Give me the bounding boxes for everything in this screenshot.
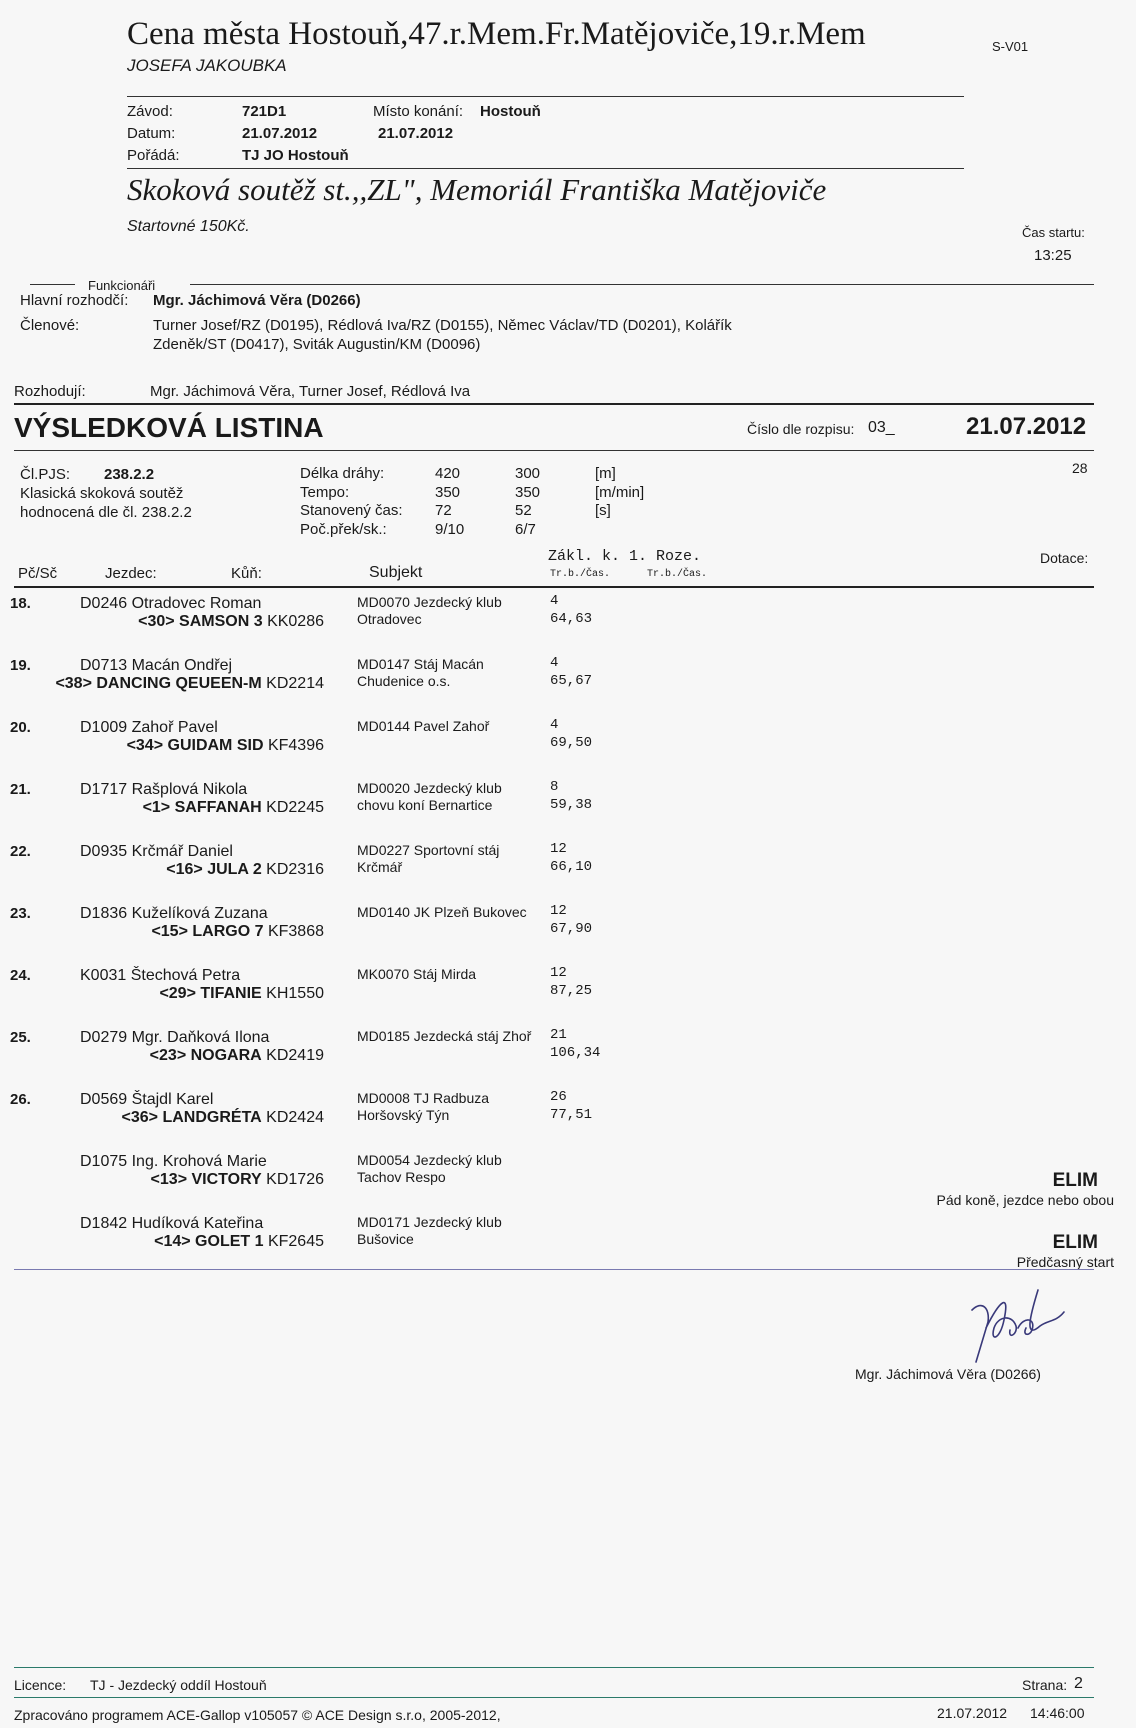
subject-line-1: MD0185 Jezdecká stáj Zhoř (357, 1028, 532, 1044)
datum-value: 21.07.2012 (242, 125, 318, 142)
subject-line-1: MD0144 Pavel Zahoř (357, 718, 490, 734)
table-row (0, 964, 1136, 1024)
horse-number: <14> (154, 1233, 191, 1250)
row-penalties: 12 (550, 903, 567, 919)
table-row (0, 1212, 1136, 1272)
rounds-label: Zákl. k. 1. Roze. (548, 548, 702, 565)
table-row (0, 1088, 1136, 1148)
subject-line-2: Krčmář (357, 859, 403, 875)
zavod-value: 721D1 (242, 103, 287, 120)
row-subject (357, 904, 527, 921)
row-rank: 26. (10, 1091, 31, 1108)
subject-line-1: MD0070 Jezdecký klub (357, 594, 502, 610)
horse-id: KD2419 (266, 1047, 324, 1064)
chief-judge-label: Hlavní rozhodčí: (20, 292, 129, 309)
horse-id: KD2316 (266, 861, 324, 878)
row-rider: D0246 Otradovec Roman (80, 595, 262, 612)
members-line-2: Zdeněk/ST (D0417), Sviták Augustin/KM (D0096) (153, 336, 481, 353)
datum-value-2: 21.07.2012 (378, 125, 454, 142)
subject-line-1: MD0008 TJ Radbuza (357, 1090, 490, 1106)
row-horse (143, 799, 324, 817)
param-value-2: 52 (515, 502, 532, 519)
param-label: Poč.přek/sk.: (300, 521, 387, 538)
class-desc-line-2: hodnocená dle čl. 238.2.2 (20, 504, 192, 521)
row-penalties: 12 (550, 841, 567, 857)
divider (127, 96, 964, 97)
param-label: Délka dráhy: (300, 465, 385, 482)
elim-status: ELIM (1052, 1232, 1098, 1253)
strana-value: 2 (1074, 1675, 1083, 1692)
horse-name: TIFANIE (200, 985, 262, 1002)
horse-name: VICTORY (191, 1171, 262, 1188)
row-subject (357, 780, 502, 814)
column-header-subject: Subjekt (369, 564, 423, 581)
row-rider: D0279 Mgr. Daňková Ilona (80, 1029, 270, 1046)
table-row (0, 902, 1136, 962)
column-header-horse: Kůň: (231, 565, 262, 582)
param-value-2: 300 (515, 465, 541, 482)
table-row (0, 1150, 1136, 1210)
horse-number: <36> (121, 1109, 159, 1126)
signature-name: Mgr. Jáchimová Věra (D0266) (855, 1366, 1041, 1382)
param-label: Stanovený čas: (300, 502, 403, 519)
zavod-label: Závod: (127, 103, 173, 120)
chief-judge-value: Mgr. Jáchimová Věra (D0266) (153, 292, 361, 309)
row-penalties: 26 (550, 1089, 567, 1105)
subject-line-2: Horšovský Týn (357, 1107, 450, 1123)
horse-id: KF2645 (267, 1233, 324, 1250)
row-rank: 25. (10, 1029, 31, 1046)
misto-label: Místo konání: (373, 103, 464, 120)
table-row (0, 778, 1136, 838)
clpjs-label: Čl.PJS: (20, 466, 71, 483)
row-rank: 22. (10, 843, 31, 860)
param-unit: [m/min] (595, 484, 645, 501)
horse-name: SAFFANAH (174, 799, 262, 816)
trcas-label-1: Tr.b./Čas. (550, 569, 611, 580)
horse-name: JULA 2 (207, 861, 262, 878)
horse-number: <38> (55, 675, 92, 692)
judging-value: Mgr. Jáchimová Věra, Turner Josef, Rédlová Iva (150, 383, 471, 400)
print-time: 14:46:00 (1030, 1705, 1085, 1721)
row-time: 66,10 (550, 859, 593, 875)
row-time: 64,63 (550, 611, 593, 627)
row-subject (357, 1152, 502, 1186)
results-title: VÝSLEDKOVÁ LISTINA (14, 412, 324, 443)
horse-number: <34> (126, 737, 164, 754)
subject-line-1: MD0140 JK Plzeň Bukovec (357, 904, 527, 920)
table-row (0, 592, 1136, 652)
row-horse (150, 1047, 324, 1065)
row-rider: D1842 Hudíková Kateřina (80, 1215, 264, 1232)
strana-label: Strana: (1022, 1677, 1068, 1693)
row-horse (122, 1109, 324, 1127)
row-rank: 18. (10, 595, 31, 612)
table-row (0, 840, 1136, 900)
row-time: 59,38 (550, 797, 593, 813)
judging-label: Rozhodují: (14, 383, 86, 400)
elim-reason: Předčasný start (1016, 1254, 1114, 1270)
row-horse (127, 737, 324, 755)
horse-name: GUIDAM SID (167, 737, 264, 754)
divider (14, 586, 1094, 588)
row-horse (159, 985, 324, 1003)
subject-line-1: MD0171 Jezdecký klub (357, 1214, 502, 1230)
horse-name: NOGARA (190, 1047, 262, 1064)
elim-reason: Pád koně, jezdce nebo obou (936, 1192, 1114, 1208)
horse-name: DANCING QEUEEN-M (96, 675, 262, 692)
param-unit: [m] (595, 465, 616, 482)
row-penalties: 4 (550, 655, 559, 671)
row-rank: 23. (10, 905, 31, 922)
horse-id: KD2214 (266, 675, 324, 692)
program-info: Zpracováno programem ACE-Gallop v105057 © ACE Design s.r.o, 2005-2012, (14, 1707, 501, 1723)
row-horse (138, 613, 324, 631)
subject-line-2: Bušovice (357, 1231, 414, 1247)
row-time: 65,67 (550, 673, 593, 689)
horse-number: <15> (151, 923, 188, 940)
row-rider: D1836 Kuželíková Zuzana (80, 905, 268, 922)
class-title: Skoková soutěž st.,,ZL", Memoriál Františka Matějoviče (127, 172, 827, 207)
cas-startu-label: Čas startu: (1022, 225, 1085, 240)
row-rank: 20. (10, 719, 31, 736)
competition-subtitle: JOSEFA JAKOUBKA (127, 56, 287, 75)
horse-name: SAMSON 3 (179, 613, 263, 630)
row-penalties: 8 (550, 779, 559, 795)
entries-count: 28 (1072, 460, 1088, 476)
horse-id: KD2424 (266, 1109, 324, 1126)
row-horse (166, 861, 324, 879)
form-code: S-V01 (992, 39, 1029, 54)
row-rider: D0569 Štajdl Karel (80, 1091, 214, 1108)
row-subject (357, 594, 502, 628)
subject-line-1: MD0147 Stáj Macán (357, 656, 484, 672)
row-horse (151, 923, 324, 941)
row-horse (151, 1171, 324, 1189)
row-time: 67,90 (550, 921, 593, 937)
subject-line-2: chovu koní Bernartice (357, 797, 493, 813)
column-header-rank: Pč/Sč (18, 565, 58, 582)
competition-title: Cena města Hostouň,47.r.Mem.Fr.Matějoviče,19.r.Mem (127, 16, 866, 52)
param-label: Tempo: (300, 484, 350, 501)
param-value-2: 6/7 (515, 521, 536, 538)
row-subject (357, 656, 484, 690)
row-subject (357, 842, 499, 876)
cislo-value: 03_ (868, 419, 895, 436)
row-rider: D0935 Krčmář Daniel (80, 843, 233, 860)
dotace-label: Dotace: (1040, 550, 1089, 566)
row-horse (55, 675, 324, 693)
horse-number: <30> (138, 613, 175, 630)
elim-status: ELIM (1052, 1170, 1098, 1191)
members-label: Členové: (20, 317, 80, 334)
print-date: 21.07.2012 (937, 1705, 1008, 1721)
row-subject (357, 1028, 531, 1045)
horse-name: LARGO 7 (192, 923, 264, 940)
horse-number: <23> (149, 1047, 187, 1064)
row-rider: D1075 Ing. Krohová Marie (80, 1153, 267, 1170)
row-time: 77,51 (550, 1107, 593, 1123)
horse-name: LANDGRÉTA (162, 1109, 262, 1126)
clpjs-value: 238.2.2 (104, 466, 155, 483)
param-value-1: 9/10 (435, 521, 465, 538)
horse-number: <13> (150, 1171, 188, 1188)
param-value-1: 72 (435, 502, 452, 519)
class-desc-line-1: Klasická skoková soutěž (20, 485, 184, 502)
param-value-1: 420 (435, 465, 461, 482)
horse-number: <29> (159, 985, 196, 1002)
subject-line-1: MD0227 Sportovní stáj (357, 842, 500, 858)
horse-id: KF3868 (267, 923, 324, 940)
row-horse (154, 1233, 324, 1251)
row-penalties: 4 (550, 717, 559, 733)
licence-label: Licence: (14, 1677, 67, 1693)
subject-line-1: MD0020 Jezdecký klub (357, 780, 502, 796)
cas-startu-value: 13:25 (1034, 247, 1072, 264)
divider (14, 403, 1094, 405)
row-rider: D1009 Zahoř Pavel (80, 719, 218, 736)
subject-line-2: Tachov Respo (357, 1169, 446, 1185)
row-penalties: 21 (550, 1027, 567, 1043)
horse-number: <1> (142, 799, 171, 816)
trcas-label-2: Tr.b./Čas. (647, 569, 708, 580)
param-unit: [s] (595, 502, 611, 519)
subject-line-2: Otradovec (357, 611, 422, 627)
row-time: 106,34 (550, 1045, 601, 1061)
table-row (0, 1026, 1136, 1086)
horse-number: <16> (166, 861, 203, 878)
divider (14, 450, 1094, 451)
divider (14, 1697, 1094, 1698)
licence-value: TJ - Jezdecký oddíl Hostouň (90, 1677, 267, 1693)
row-rank: 19. (10, 657, 31, 674)
row-penalties: 4 (550, 593, 559, 609)
divider (14, 1269, 1094, 1270)
divider (14, 1667, 1094, 1668)
horse-id: KH1550 (266, 985, 324, 1002)
row-subject (357, 718, 489, 735)
results-date: 21.07.2012 (966, 413, 1087, 440)
row-rank: 21. (10, 781, 31, 798)
signature-mark (960, 1280, 1080, 1370)
horse-id: KK0286 (267, 613, 324, 630)
row-penalties: 12 (550, 965, 567, 981)
divider (30, 284, 75, 285)
subject-line-1: MD0054 Jezdecký klub (357, 1152, 502, 1168)
divider (127, 168, 964, 169)
row-rank: 24. (10, 967, 31, 984)
param-value-2: 350 (515, 484, 541, 501)
horse-id: KD2245 (266, 799, 324, 816)
row-rider: K0031 Štechová Petra (80, 967, 241, 984)
misto-value: Hostouň (480, 103, 541, 120)
startovne: Startovné 150Kč. (127, 218, 250, 235)
porada-label: Pořádá: (127, 147, 180, 164)
cislo-label: Číslo dle rozpisu: (747, 421, 855, 437)
subject-line-2: Chudenice o.s. (357, 673, 451, 689)
members-line-1: Turner Josef/RZ (D0195), Rédlová Iva/RZ (D0155), Němec Václav/TD (D0201), Kolářík (153, 317, 732, 334)
row-subject (357, 966, 476, 983)
row-rider: D0713 Macán Ondřej (80, 657, 233, 674)
table-row (0, 654, 1136, 714)
table-row (0, 716, 1136, 776)
porada-value: TJ JO Hostouň (242, 147, 349, 164)
subject-line-1: MK0070 Stáj Mirda (357, 966, 477, 982)
row-rider: D1717 Rašplová Nikola (80, 781, 248, 798)
officials-section-label: Funkcionáři (88, 278, 156, 293)
datum-label: Datum: (127, 125, 176, 142)
row-time: 69,50 (550, 735, 593, 751)
divider (190, 284, 1094, 285)
row-subject (357, 1090, 489, 1124)
column-header-rider: Jezdec: (105, 565, 157, 582)
horse-id: KD1726 (266, 1171, 324, 1188)
param-value-1: 350 (435, 484, 461, 501)
row-subject (357, 1214, 502, 1248)
row-time: 87,25 (550, 983, 593, 999)
horse-name: GOLET 1 (195, 1233, 264, 1250)
horse-id: KF4396 (267, 737, 324, 754)
